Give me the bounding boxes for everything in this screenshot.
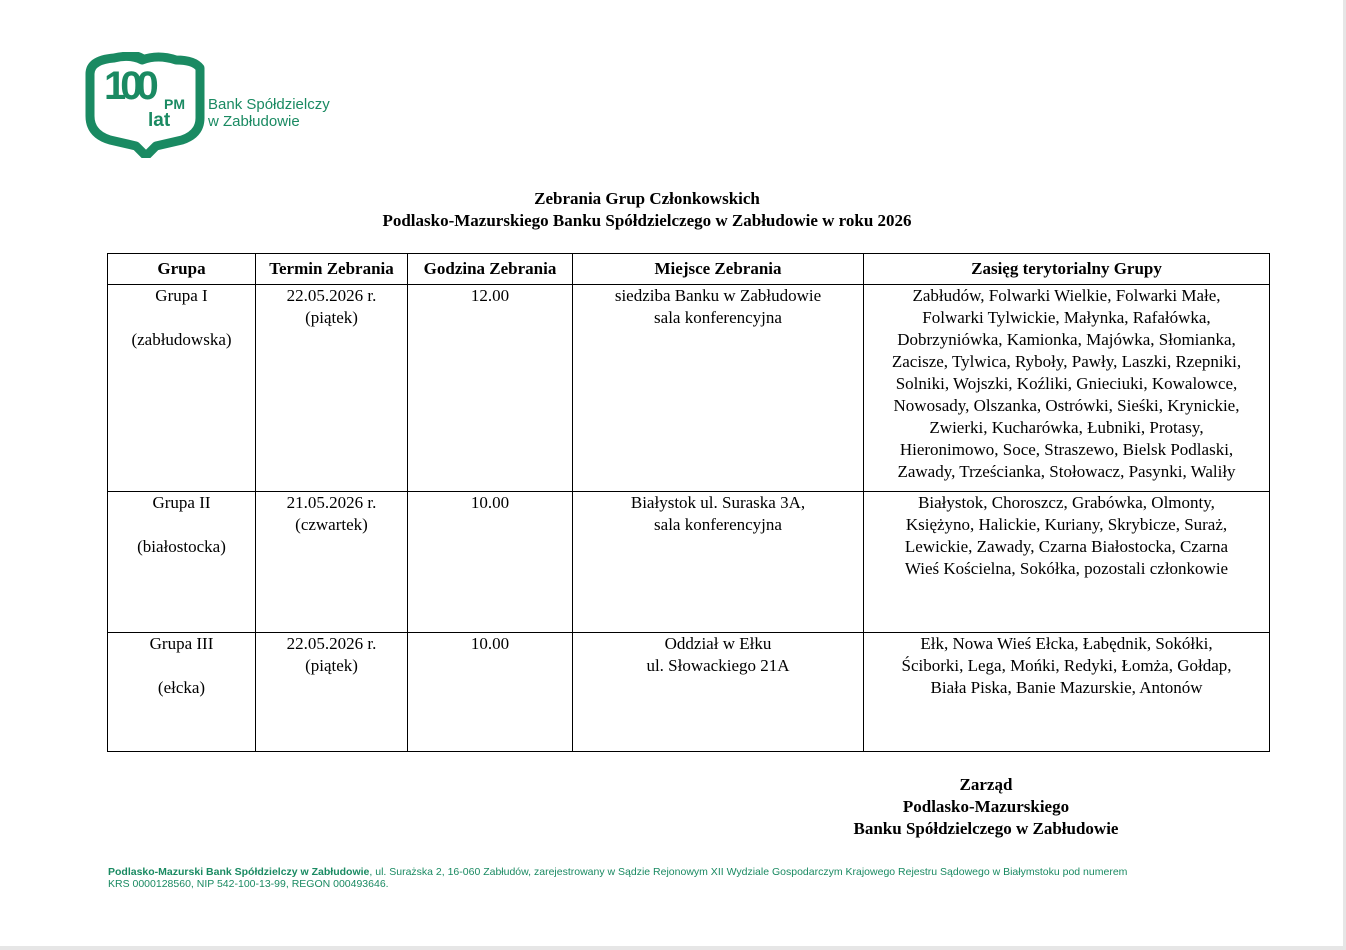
- meeting-time: 12.00: [470, 286, 510, 305]
- signature-line2: Podlasko-Mazurskiego: [902, 797, 1070, 816]
- document-title-line1: Zebrania Grup Członkowskich: [534, 189, 760, 208]
- cell-time: [408, 492, 573, 633]
- meeting-time: 10.00: [470, 493, 510, 512]
- scope-line: Ściborki, Lega, Mońki, Redyki, Łomża, Gołdap,: [901, 656, 1232, 675]
- table-header-row: [108, 254, 1270, 285]
- logo-bank-name: [208, 96, 330, 130]
- place-line1: Białystok ul. Suraska 3A,: [630, 493, 806, 512]
- meeting-time: 10.00: [470, 634, 510, 653]
- scope-line: Lewickie, Zawady, Czarna Białostocka, Czarna: [904, 537, 1229, 556]
- table-row: [108, 633, 1270, 752]
- scope-line: Dobrzyniówka, Kamionka, Majówka, Słomianka,: [897, 330, 1236, 349]
- signature-line1: Zarząd: [959, 775, 1013, 794]
- header-place: Miejsce Zebrania: [573, 254, 864, 285]
- scope-line: Białystok, Choroszcz, Grabówka, Olmonty,: [918, 493, 1215, 512]
- group-name: Grupa III: [149, 634, 214, 653]
- cell-group: [108, 633, 256, 752]
- cell-place: [573, 492, 864, 633]
- cell-place: [573, 633, 864, 752]
- document-title-line2: Podlasko-Mazurskiego Banku Spółdzielczego w Zabłudowie w roku 2026: [382, 211, 912, 230]
- table-row: [108, 285, 1270, 492]
- cell-date: [256, 633, 408, 752]
- group-sub: (ełcka): [157, 678, 206, 697]
- footer-line2: KRS 0000128560, NIP 542-100-13-99, REGON 000493646.: [108, 878, 389, 890]
- scope-line: Hieronimowo, Soce, Straszewo, Bielsk Podlaski,: [899, 440, 1234, 459]
- cell-group: [108, 285, 256, 492]
- cell-group: [108, 492, 256, 633]
- meeting-date: 22.05.2026 r.: [286, 634, 377, 653]
- scope-line: Zwierki, Kucharówka, Łubniki, Protasy,: [929, 418, 1204, 437]
- cell-scope: [864, 633, 1270, 752]
- cell-time: [408, 285, 573, 492]
- place-line1: siedziba Banku w Zabłudowie: [614, 286, 822, 305]
- place-line1: Oddział w Ełku: [664, 634, 772, 653]
- table-row: [108, 492, 1270, 633]
- footer-address: , ul. Surażska 2, 16-060 Zabłudów, zarejestrowany w Sądzie Rejonowym XII Wydziale Gospodarczym Krajowego Rejestru Sądowego w Białymstoku pod numerem: [369, 866, 1128, 878]
- footer-line1: [108, 866, 1127, 878]
- scope-line: Ełk, Nowa Wieś Ełcka, Łabędnik, Sokółki,: [920, 634, 1213, 653]
- group-name: Grupa II: [152, 493, 211, 512]
- scope-line: Zacisze, Tylwica, Ryboły, Pawły, Laszki, Rzepniki,: [891, 352, 1242, 371]
- cell-date: [256, 492, 408, 633]
- logo-sub: lat: [148, 110, 171, 131]
- logo-bank-line2: w Zabłudowie: [208, 113, 300, 130]
- header-time: Godzina Zebrania: [408, 254, 573, 285]
- meeting-date: 21.05.2026 r.: [286, 493, 377, 512]
- place-line2: ul. Słowackiego 21A: [646, 656, 790, 675]
- scope-line: Solniki, Wojszki, Koźliki, Gnieciuki, Kowalowce,: [895, 374, 1238, 393]
- group-sub: (białostocka): [137, 537, 226, 556]
- meeting-day: (piątek): [305, 308, 358, 327]
- cell-date: [256, 285, 408, 492]
- scope-line: Zabłudów, Folwarki Wielkie, Folwarki Małe,: [912, 286, 1221, 305]
- cell-time: [408, 633, 573, 752]
- header-date: Termin Zebrania: [256, 254, 408, 285]
- logo-number: 100: [104, 64, 153, 108]
- meeting-day: (czwartek): [295, 515, 368, 534]
- cell-place: [573, 285, 864, 492]
- footer-company: Podlasko-Mazurski Bank Spółdzielczy w Zabłudowie: [108, 866, 370, 878]
- header-scope: Zasięg terytorialny Grupy: [864, 254, 1270, 285]
- place-line2: sala konferencyjna: [654, 308, 782, 327]
- scope-line: Biała Piska, Banie Mazurskie, Antonów: [930, 678, 1203, 697]
- bank-logo: [84, 52, 344, 158]
- signature-line3: Banku Spółdzielczego w Zabłudowie: [853, 819, 1119, 838]
- footer-legal: [108, 866, 1127, 890]
- meeting-date: 22.05.2026 r.: [286, 286, 377, 305]
- signature-block: [786, 774, 1186, 840]
- cell-scope: [864, 492, 1270, 633]
- scope-line: Nowosady, Olszanka, Ostrówki, Sieśki, Krynickie,: [893, 396, 1240, 415]
- page-edge-bottom: [0, 946, 1346, 950]
- logo-superscript: PM: [164, 96, 185, 112]
- group-name: Grupa I: [155, 286, 208, 305]
- header-group: Grupa: [108, 254, 256, 285]
- scope-line: Księżyno, Halickie, Kuriany, Skrybicze, Suraż,: [905, 515, 1228, 534]
- logo-bank-line1: Bank Spółdzielczy: [208, 96, 330, 113]
- meetings-table: [107, 253, 1270, 752]
- group-sub: (zabłudowska): [131, 330, 232, 349]
- scope-line: Wieś Kościelna, Sokółka, pozostali członkowie: [904, 559, 1229, 578]
- place-line2: sala konferencyjna: [654, 515, 782, 534]
- scope-line: Folwarki Tylwickie, Małynka, Rafałówka,: [922, 308, 1211, 327]
- scope-line: Zawady, Trześcianka, Stołowacz, Pasynki, Waliły: [897, 462, 1236, 481]
- meeting-day: (piątek): [305, 656, 358, 675]
- cell-scope: [864, 285, 1270, 492]
